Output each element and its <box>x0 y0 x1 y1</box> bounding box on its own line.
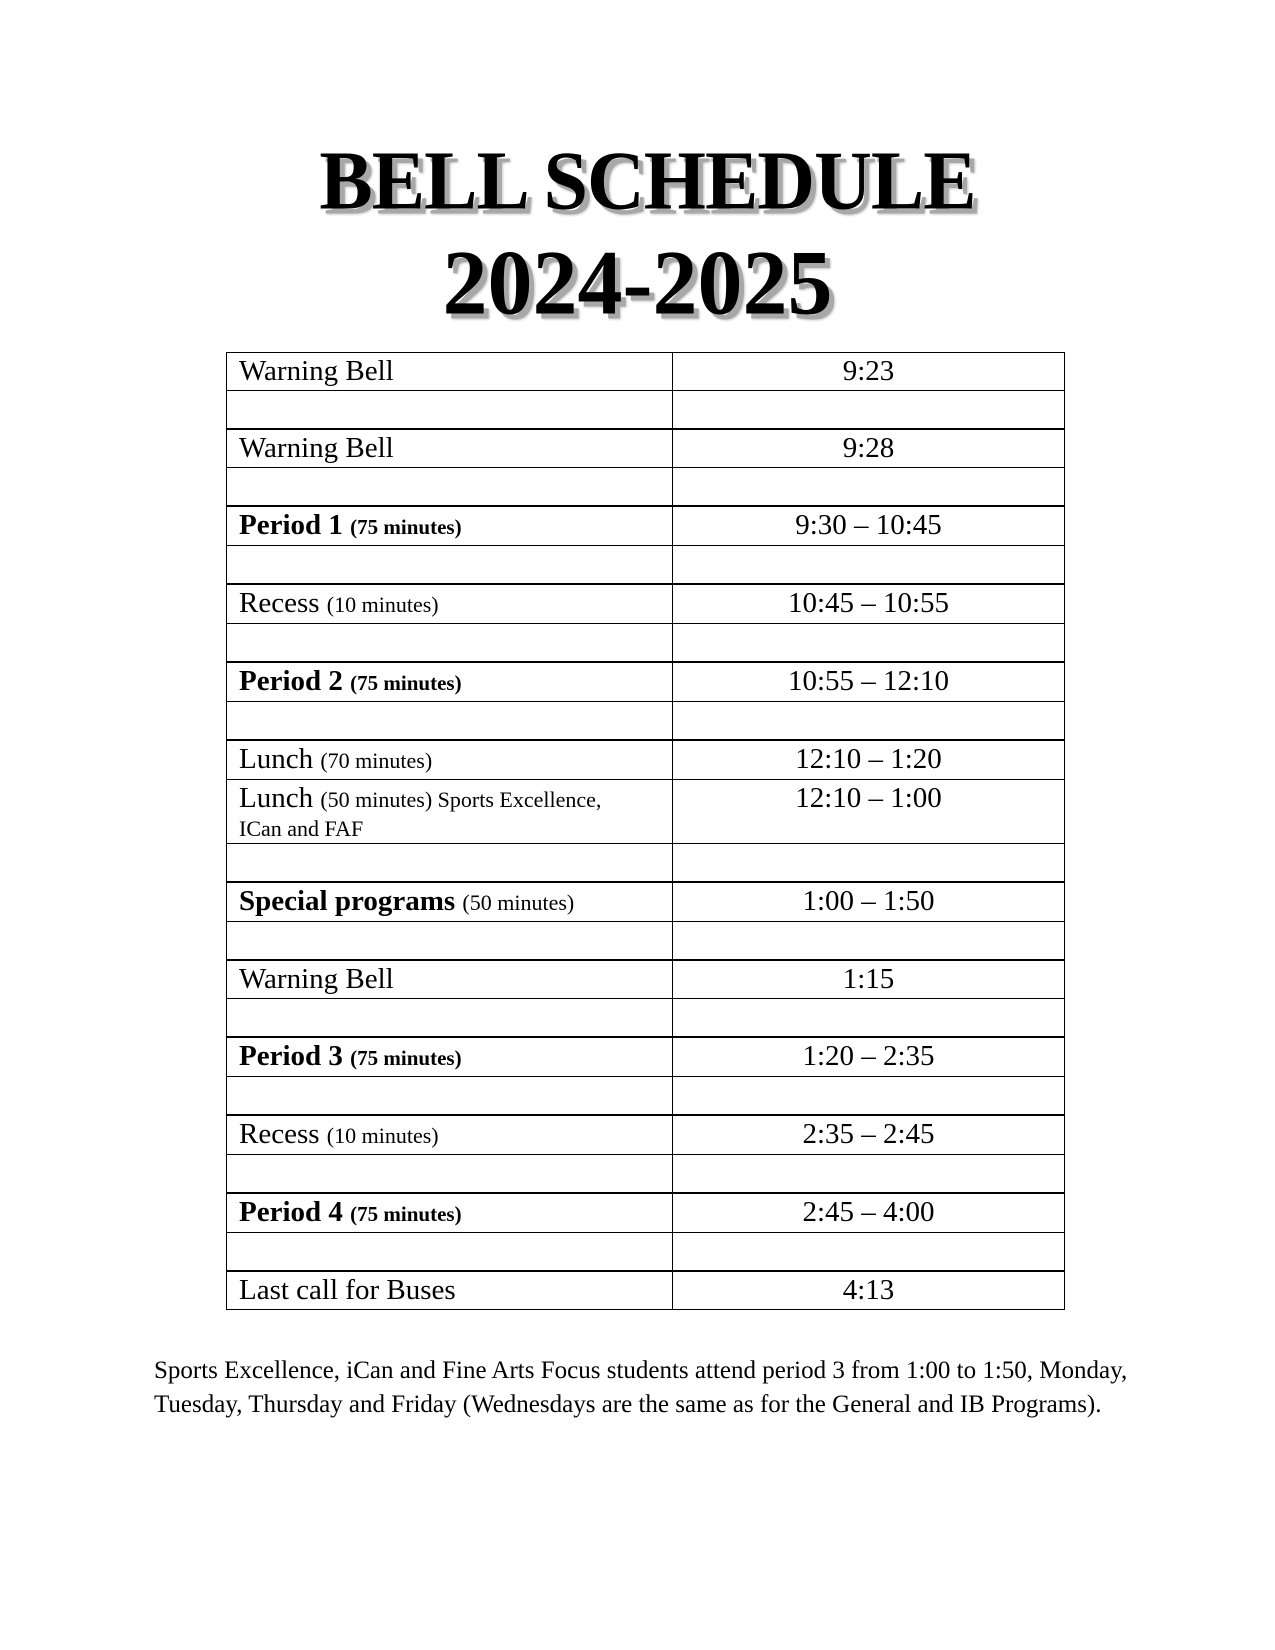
school-year-title: 2024-2025 <box>442 233 833 334</box>
row-label: Recess (10 minutes) <box>227 584 673 624</box>
row-time <box>673 1155 1065 1194</box>
row-label: Warning Bell <box>227 960 673 999</box>
row-label <box>227 546 673 585</box>
row-time <box>673 922 1065 961</box>
row-time: 10:45 – 10:55 <box>673 584 1065 624</box>
table-row <box>227 1271 1065 1310</box>
row-label <box>227 1233 673 1272</box>
row-time <box>673 1233 1065 1272</box>
table-row <box>227 1193 1065 1233</box>
row-time: 9:28 <box>673 429 1065 468</box>
row-label <box>227 702 673 741</box>
row-time: 10:55 – 12:10 <box>673 662 1065 702</box>
table-row <box>227 662 1065 702</box>
table-row <box>227 1115 1065 1155</box>
page-title: BELL SCHEDULE <box>319 134 976 228</box>
row-time <box>673 546 1065 585</box>
row-label: Last call for Buses <box>227 1271 673 1310</box>
row-time <box>673 468 1065 507</box>
bell-schedule-table <box>226 352 1065 1310</box>
row-time <box>673 624 1065 663</box>
table-row <box>227 391 1065 430</box>
table-row <box>227 1155 1065 1194</box>
schedule-note: Sports Excellence, iCan and Fine Arts Focus students attend period 3 from 1:00 to 1:50, Monday, Tuesday, Thursday and Friday (Wednesdays are the same as for the General and IB Programs). <box>154 1357 1128 1418</box>
row-label: Period 2 (75 minutes) <box>227 662 673 702</box>
row-label <box>227 999 673 1038</box>
table-row <box>227 702 1065 741</box>
row-label: Lunch (70 minutes) <box>227 740 673 780</box>
row-time: 4:13 <box>673 1271 1065 1310</box>
row-label <box>227 1155 673 1194</box>
row-time <box>673 391 1065 430</box>
row-label: Special programs (50 minutes) <box>227 882 673 922</box>
table-row <box>227 922 1065 961</box>
row-time: 12:10 – 1:00 <box>673 780 1065 844</box>
row-label <box>227 844 673 883</box>
table-row <box>227 844 1065 883</box>
row-time: 12:10 – 1:20 <box>673 740 1065 780</box>
table-row <box>227 468 1065 507</box>
table-row <box>227 1077 1065 1116</box>
row-label: Warning Bell <box>227 353 673 391</box>
table-row <box>227 624 1065 663</box>
table-row <box>227 780 1065 844</box>
table-row <box>227 353 1065 391</box>
row-label <box>227 468 673 507</box>
row-label <box>227 624 673 663</box>
row-label: Recess (10 minutes) <box>227 1115 673 1155</box>
row-label: Warning Bell <box>227 429 673 468</box>
row-time: 2:45 – 4:00 <box>673 1193 1065 1233</box>
row-label: Period 1 (75 minutes) <box>227 506 673 546</box>
row-time <box>673 1077 1065 1116</box>
table-row <box>227 960 1065 999</box>
row-time: 1:15 <box>673 960 1065 999</box>
row-label <box>227 391 673 430</box>
row-time: 1:20 – 2:35 <box>673 1037 1065 1077</box>
row-time <box>673 999 1065 1038</box>
row-time: 1:00 – 1:50 <box>673 882 1065 922</box>
table-row <box>227 506 1065 546</box>
table-row <box>227 584 1065 624</box>
table-row <box>227 429 1065 468</box>
table-row <box>227 882 1065 922</box>
table-row <box>227 1233 1065 1272</box>
row-label: Period 3 (75 minutes) <box>227 1037 673 1077</box>
row-label <box>227 922 673 961</box>
row-label <box>227 1077 673 1116</box>
table-row <box>227 999 1065 1038</box>
table-row <box>227 546 1065 585</box>
row-time: 2:35 – 2:45 <box>673 1115 1065 1155</box>
row-time <box>673 844 1065 883</box>
row-time: 9:23 <box>673 353 1065 391</box>
table-row <box>227 1037 1065 1077</box>
table-row <box>227 740 1065 780</box>
row-time: 9:30 – 10:45 <box>673 506 1065 546</box>
row-label: Period 4 (75 minutes) <box>227 1193 673 1233</box>
row-label: Lunch (50 minutes) Sports Excellence, ICan and FAF <box>227 780 673 844</box>
row-time <box>673 702 1065 741</box>
